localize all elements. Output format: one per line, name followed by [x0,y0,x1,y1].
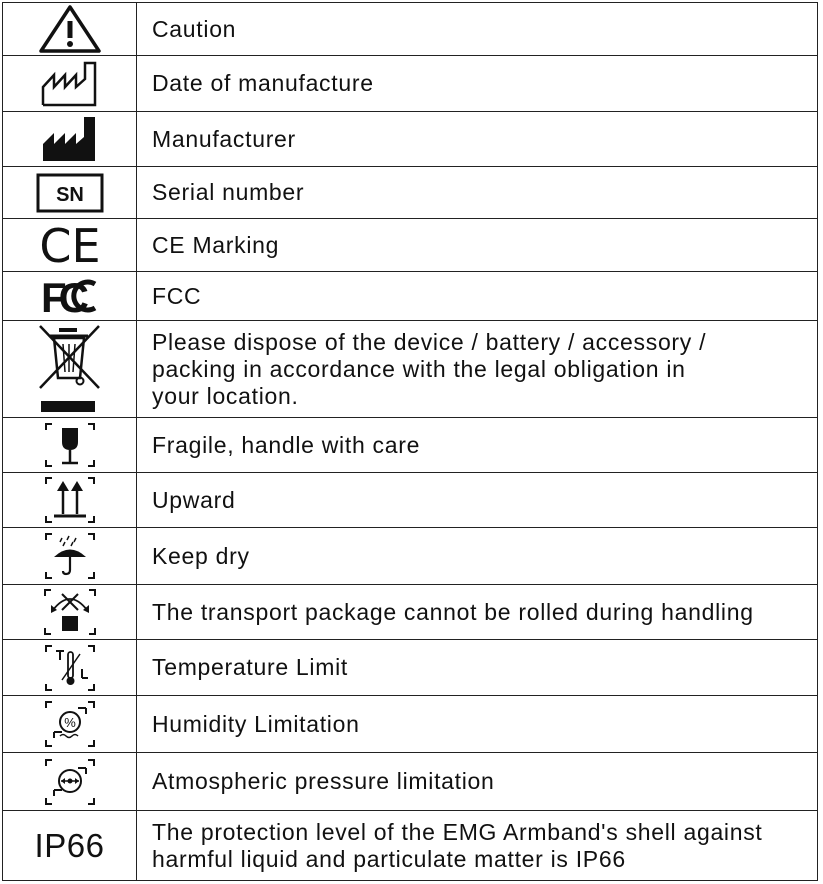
table-row [3,528,818,585]
row-label: Temperature Limit [137,640,818,696]
humidity-limitation-icon [42,698,98,750]
row-label: Upward [137,473,818,528]
weee-crossed-bin-icon [37,324,103,414]
fragile-glass-icon [42,420,98,470]
row-label: Atmospheric pressure limitation [137,753,818,811]
row-label: The transport package cannot be rolled during handling [137,585,818,640]
table-row [3,640,818,696]
ce-marking-icon [37,222,103,268]
table-row [3,112,818,167]
row-label: Humidity Limitation [137,696,818,753]
fcc-icon [39,275,101,317]
row-label: Caution [137,3,818,56]
svg-text:%: % [63,715,76,730]
table-row [3,3,818,56]
manufacturer-icon [39,114,101,164]
table-row [3,753,818,811]
keep-dry-umbrella-icon [42,530,98,582]
row-label: Serial number [137,167,818,219]
row-label: Please dispose of the device / battery / accessory / packing in accordance with the legal obligation in your location. [137,321,818,418]
table-row [3,811,818,881]
table-row [3,585,818,640]
table-row [3,56,818,112]
table-row [3,473,818,528]
symbols-table [2,2,818,881]
do-not-roll-icon [41,586,99,638]
row-label: Date of manufacture [137,56,818,112]
row-label: Manufacturer [137,112,818,167]
table-row [3,418,818,473]
table-row [3,696,818,753]
row-label: Keep dry [137,528,818,585]
svg-text:SN: SN [55,183,84,206]
row-label: Fragile, handle with care [137,418,818,473]
table-row [3,167,818,219]
date-of-manufacture-icon [39,59,101,109]
atmospheric-pressure-icon [42,756,98,808]
temperature-limit-icon [42,642,98,694]
svg-text:CE: CE [38,222,101,268]
table-row [3,219,818,272]
table-row [3,272,818,321]
caution-icon [38,4,102,54]
ip66-rating-label: IP66 [34,826,105,864]
this-way-up-arrows-icon [42,474,98,526]
row-label: The protection level of the EMG Armband's shell against harmful liquid and particulate matter is IP66 [137,811,818,881]
svg-text:FC: FC [40,275,81,317]
table-row [3,321,818,418]
serial-number-icon [35,172,105,214]
row-label: FCC [137,272,818,321]
row-label: CE Marking [137,219,818,272]
